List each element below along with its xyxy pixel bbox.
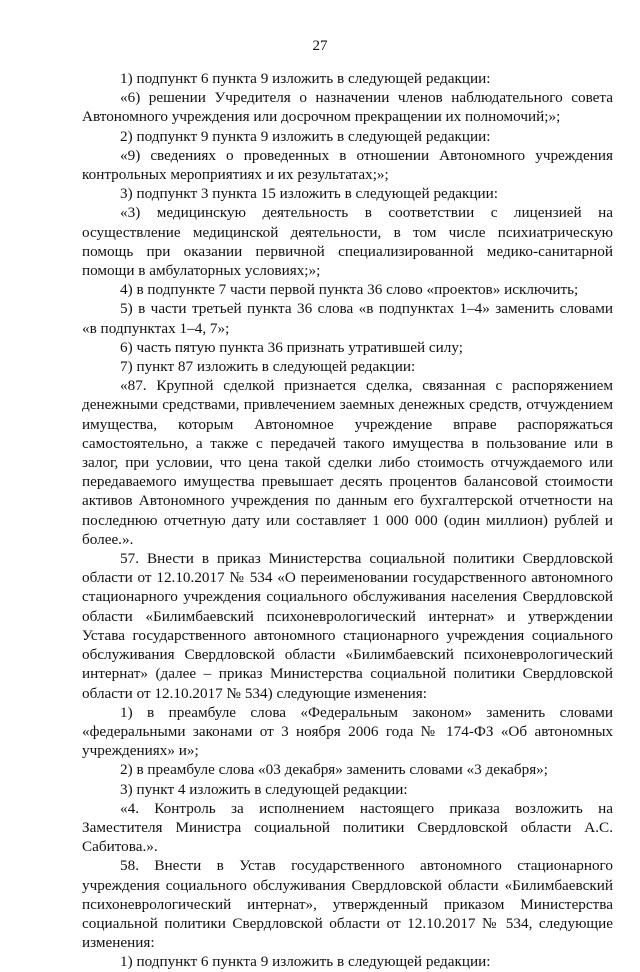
paragraph: «4. Контроль за исполнением настоящего приказа возложить на Заместителя Министра социальной политики Свердловской области А.С. Сабитова.». — [82, 799, 613, 856]
page-number: 27 — [312, 38, 328, 54]
paragraph: 1) подпункт 6 пункта 9 изложить в следующей редакции: — [120, 953, 491, 971]
paragraph: 1) в преамбуле слова «Федеральным законом» заменить словами «федеральными законами от 3 ноября 2006 года № 174-ФЗ «Об автономных учреждениях» и»; — [82, 703, 613, 760]
paragraph: 4) в подпункте 7 части первой пункта 36 слово «проектов» исключить; — [120, 281, 579, 299]
paragraph: 57. Внести в приказ Министерства социальной политики Свердловской области от 12.10.2017 № 534 «О переименовании государственного автономного стационарного учреждения социального обслуживания населения Свердловской области «Билимбаевский психоневрологический интернат» и утверждении Устава государственного автономного стационарного учреждения социального обслуживания Свердловской области «Билимбаевский психоневрологический интернат» (далее – приказ Министерства социальной политики Свердловской области от 12.10.2017 № 534) следующие изменения: — [82, 550, 613, 702]
paragraph: 5) в части третьей пункта 36 слова «в подпунктах 1–4» заменить словами «в подпунктах 1–4, 7»; — [82, 300, 613, 337]
paragraph: 7) пункт 87 изложить в следующей редакции: — [120, 358, 416, 376]
paragraph: «3) медицинскую деятельность в соответствии с лицензией на осуществление медицинской деятельности, в том числе психиатрическую помощь при оказании первичной специализированной медико-санитарной помощи в амбулаторных условиях;»; — [82, 204, 613, 280]
paragraph: 6) часть пятую пункта 36 признать утратившей силу; — [120, 338, 463, 356]
paragraph: 58. Внести в Устав государственного автономного стационарного учреждения социального обслуживания Свердловской области «Билимбаевский психоневрологический интернат», утвержденный приказом Министерства социальной политики Свердловской области от 12.10.2017 № 534, следующие изменения: — [82, 857, 613, 952]
paragraph: 3) пункт 4 изложить в следующей редакции: — [120, 780, 408, 798]
paragraph: 1) подпункт 6 пункта 9 изложить в следующей редакции: — [120, 70, 491, 87]
paragraph: «6) решении Учредителя о назначении членов наблюдательного совета Автономного учреждения или досрочном прекращении их полномочий;»; — [82, 89, 613, 126]
paragraph: 2) подпункт 9 пункта 9 изложить в следующей редакции: — [120, 127, 491, 145]
document-body — [82, 69, 613, 972]
paragraph: «87. Крупной сделкой признается сделка, связанная с распоряжением денежными средствами, привлечением заемных денежных средств, отчуждением имущества, которым Автономное учреждение вправе распоряжаться самостоятельно, а также с передачей такого имущества в пользование или в залог, при условии, что цена такой сделки либо стоимость отчуждаемого или передаваемого имущества превышает десять процентов балансовой стоимости активов Автономного учреждения по данным его бухгалтерской отчетности на последнюю отчетную дату или составляет 1 000 000 (один миллион) рублей и более.». — [82, 377, 613, 548]
paragraph: 3) подпункт 3 пункта 15 изложить в следующей редакции: — [120, 185, 499, 203]
paragraph: «9) сведениях о проведенных в отношении Автономного учреждения контрольных мероприятиях и их результатах;»; — [82, 146, 613, 184]
paragraph: 2) в преамбуле слова «03 декабря» заменить словами «3 декабря»; — [120, 761, 548, 779]
